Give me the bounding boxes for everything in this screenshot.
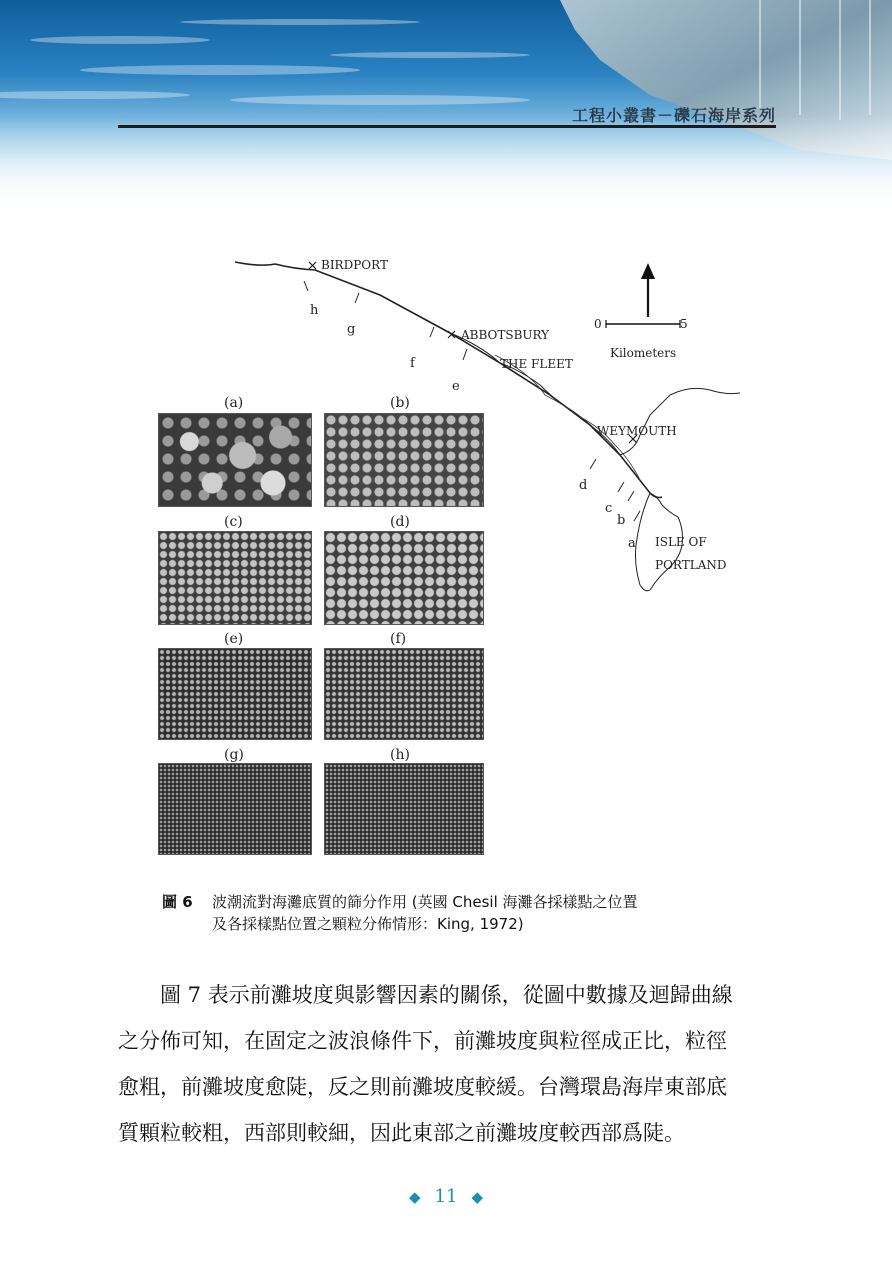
site-c: c (605, 501, 613, 516)
site-f: f (410, 356, 415, 371)
photo-label-c: (c) (224, 514, 243, 530)
site-d: d (579, 478, 588, 493)
photo-label-h: (h) (390, 747, 410, 763)
photo-c (158, 531, 312, 625)
place-weymouth: WEYMOUTH (597, 424, 677, 438)
photo-label-d: (d) (390, 514, 410, 530)
place-the-fleet: THE FLEET (500, 357, 573, 371)
photo-a (158, 413, 312, 507)
header-rule (118, 125, 776, 128)
diamond-icon-left: ◆ (409, 1188, 421, 1206)
photo-label-f: (f) (390, 631, 407, 647)
scale-start: 0 (594, 317, 602, 331)
body-line-2: 之分佈可知，在固定之波浪條件下，前灘坡度與粒徑成正比，粒徑 (118, 1029, 727, 1053)
body-line-1: 圖 7 表示前灘坡度與影響因素的關係，從圖中數據及迴歸曲線 (118, 983, 733, 1007)
photo-f (324, 648, 484, 740)
scale-unit: Kilometers (610, 346, 677, 360)
figure-6 (150, 245, 750, 865)
caption-line-1: 波潮流對海灘底質的篩分作用 (英國 Chesil 海灘各採樣點之位置 (212, 893, 638, 911)
photo-b (324, 413, 484, 507)
photo-label-e: (e) (224, 631, 244, 647)
site-b: b (617, 513, 626, 528)
caption-line-2: 及各採樣點位置之顆粒分佈情形：King, 1972) (212, 915, 524, 933)
place-abbotsbury: ABBOTSBURY (461, 328, 550, 342)
photo-label-g: (g) (224, 747, 244, 763)
place-birdport: BIRDPORT (321, 258, 388, 272)
caption-number: 圖 6 (162, 893, 193, 911)
photo-d (324, 531, 484, 625)
body-paragraph (118, 972, 778, 1156)
place-portland: PORTLAND (655, 558, 727, 572)
body-line-4: 質顆粒較粗，西部則較細，因此東部之前灘坡度較西部爲陡。 (118, 1121, 685, 1145)
diamond-icon-right: ◆ (471, 1188, 483, 1206)
place-isle-of: ISLE OF (655, 535, 707, 549)
page-footer (0, 1186, 892, 1207)
body-line-3: 愈粗，前灘坡度愈陡，反之則前灘坡度較緩。台灣環島海岸東部底 (118, 1075, 727, 1099)
photo-label-a: (a) (224, 395, 244, 411)
page-number: 11 (434, 1186, 458, 1207)
site-h: h (310, 303, 319, 318)
photo-label-b: (b) (390, 395, 410, 411)
site-a: a (628, 536, 636, 551)
photo-g (158, 763, 312, 855)
scale-end: 5 (680, 317, 688, 331)
series-title: 工程小叢書－礫石海岸系列 (571, 106, 776, 125)
site-g: g (347, 322, 356, 337)
photo-e (158, 648, 312, 740)
site-e: e (452, 379, 460, 394)
photo-h (324, 763, 484, 855)
